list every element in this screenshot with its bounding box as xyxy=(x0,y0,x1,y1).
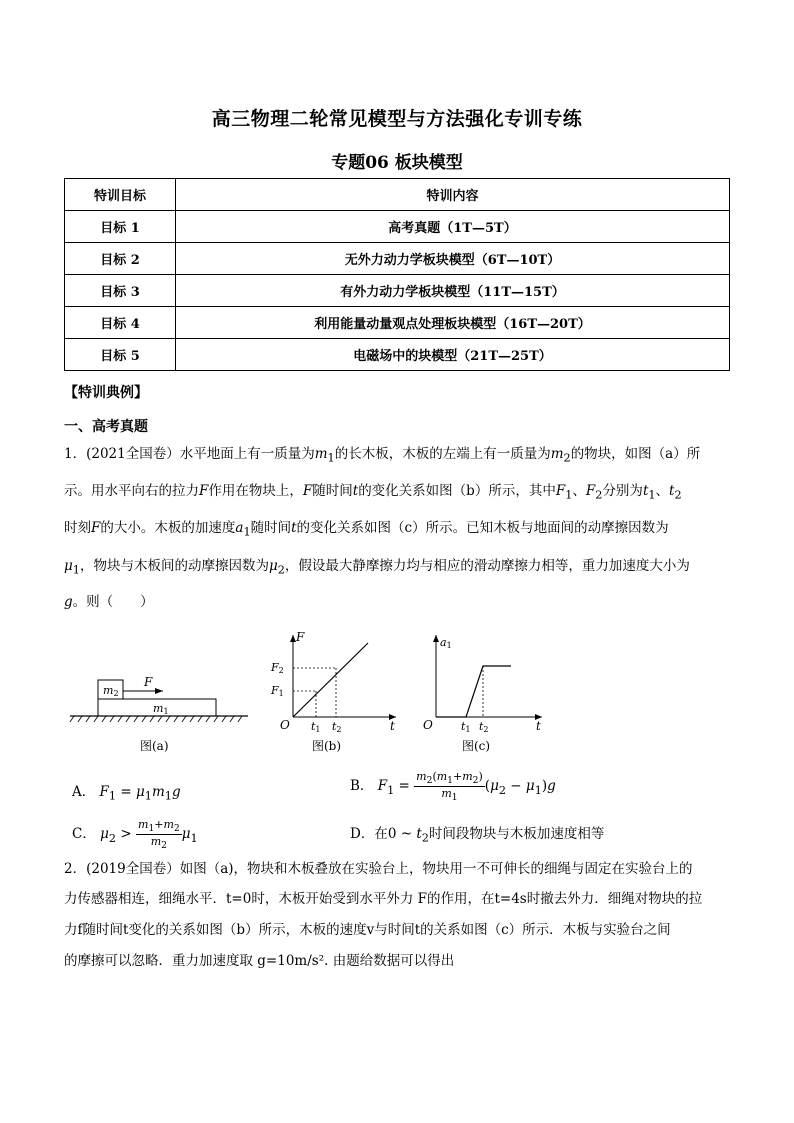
table-cell: 电磁场中的块模型（21T—25T） xyxy=(176,339,730,371)
option-A[interactable]: A． $F_1 = \mu_1m_1g$ xyxy=(72,784,181,803)
y-label-a1: a1 xyxy=(440,636,452,650)
option-B[interactable]: B． $F_1$ = $\frac{m_2(m_1+m_2)}{m_1}$ $(\mu_2 - \mu_1)g$ xyxy=(350,770,556,804)
tick-F2: F2 xyxy=(271,661,284,675)
origin-label: O xyxy=(280,718,290,732)
q1-line-3: 时刻F的大小。木板的加速度$a_1$随时间t的变化关系如图（c）所示。已知木板与地面间的动摩擦因数为 xyxy=(64,520,669,539)
targets-table xyxy=(64,178,730,371)
tick-t2: t2 xyxy=(479,720,489,734)
force-arrow-head xyxy=(155,688,163,694)
table-cell: 有外力动力学板块模型（11T—15T） xyxy=(176,275,730,307)
tick-t1: t1 xyxy=(311,720,321,734)
q2-line-4: 的摩擦可以忽略．重力加速度取 g=10m/s². 由题给数据可以得出 xyxy=(64,953,455,969)
origin-label: O xyxy=(423,718,433,732)
table-header-row xyxy=(65,179,730,211)
a1-line xyxy=(436,666,511,717)
main-title: 高三物理二轮常见模型与方法强化专训专练 xyxy=(211,108,583,130)
table-header-cell: 特训内容 xyxy=(176,179,730,211)
tick-F1: F1 xyxy=(271,684,284,698)
table-cell: 目标 5 xyxy=(65,339,176,371)
q1-line-4: $\mu_1$，物块与木板间的动摩擦因数为$\mu_2$，假设最大静摩擦力均与相应的滑动摩擦力相等，重力加速度大小为 xyxy=(64,558,690,577)
table-cell: 目标 2 xyxy=(65,243,176,275)
y-axis-arrow xyxy=(433,635,439,642)
table-cell: 目标 3 xyxy=(65,275,176,307)
fraction: $\frac{m_1+m_2}{m_2}$ xyxy=(138,818,180,852)
table-row xyxy=(65,243,730,275)
fraction: $\frac{m_2(m_1+m_2)}{m_1}$ xyxy=(416,770,483,804)
sub-title: 专题06 板块模型 xyxy=(331,153,463,173)
q1-line-1: 1．(2021全国卷）水平地面上有一质量为$m_1$的长木板，木板的左端上有一质量为$m_2$的物块，如图（a）所 xyxy=(64,446,701,465)
table-row xyxy=(65,275,730,307)
label-m1: m1 xyxy=(153,702,169,716)
label-F: F xyxy=(144,675,153,689)
option-C[interactable]: C． $\mu_2$ > $\frac{m_1+m_2}{m_2}$ $\mu_1$ xyxy=(72,818,198,852)
q2-line-1: 2．(2019全国卷）如图（a)，物块和木板叠放在实验台上，物块用一不可伸长的细绳与固定在实验台上的 xyxy=(64,861,693,877)
q1-line-5: g。则（ ） xyxy=(64,594,154,610)
table-row xyxy=(65,211,730,243)
table-row xyxy=(65,339,730,371)
table-header-cell: 特训目标 xyxy=(65,179,176,211)
table-cell: 无外力动力学板块模型（6T—10T） xyxy=(176,243,730,275)
q2-line-2: 力传感器相连，细绳水平．t=0时，木板开始受到水平外力 F的作用，在t=4s时撤去外力．细绳对物块的拉 xyxy=(64,891,703,907)
tick-t2: t2 xyxy=(332,720,342,734)
option-D[interactable]: D．在0 ~ $t_2$时间段物块与木板加速度相等 xyxy=(350,826,605,845)
part1-heading: 一、高考真题 xyxy=(64,419,148,435)
figure-c-caption: 图(c) xyxy=(462,739,491,753)
q1-line-2: 示。用水平向右的拉力F作用在物块上，F随时间t的变化关系如图（b）所示，其中$F_1$、$F_2$分别为$t_1$、$t_2$ xyxy=(64,483,682,502)
figure-b xyxy=(268,628,403,756)
table-row xyxy=(65,307,730,339)
table-cell: 目标 1 xyxy=(65,211,176,243)
x-label-t: t xyxy=(390,719,395,733)
x-label-t: t xyxy=(536,719,541,733)
F-line xyxy=(293,643,368,717)
ground-hatch xyxy=(70,716,242,722)
label-m2: m2 xyxy=(103,684,119,698)
q2-line-3: 力f随时间t变化的关系如图（b）所示，木板的速度v与时间t的关系如图（c）所示．木板与实验台之间 xyxy=(64,922,671,938)
figure-b-caption: 图(b) xyxy=(312,739,342,753)
table-cell: 高考真题（1T—5T） xyxy=(176,211,730,243)
figure-c xyxy=(418,628,548,756)
figure-a-caption: 图(a) xyxy=(140,739,169,753)
y-label-F: F xyxy=(296,630,305,644)
table-cell: 利用能量动量观点处理板块模型（16T—20T） xyxy=(176,307,730,339)
tick-t1: t1 xyxy=(461,720,471,734)
examples-heading: 【特训典例】 xyxy=(64,385,148,401)
figure-a xyxy=(68,660,253,760)
table-cell: 目标 4 xyxy=(65,307,176,339)
